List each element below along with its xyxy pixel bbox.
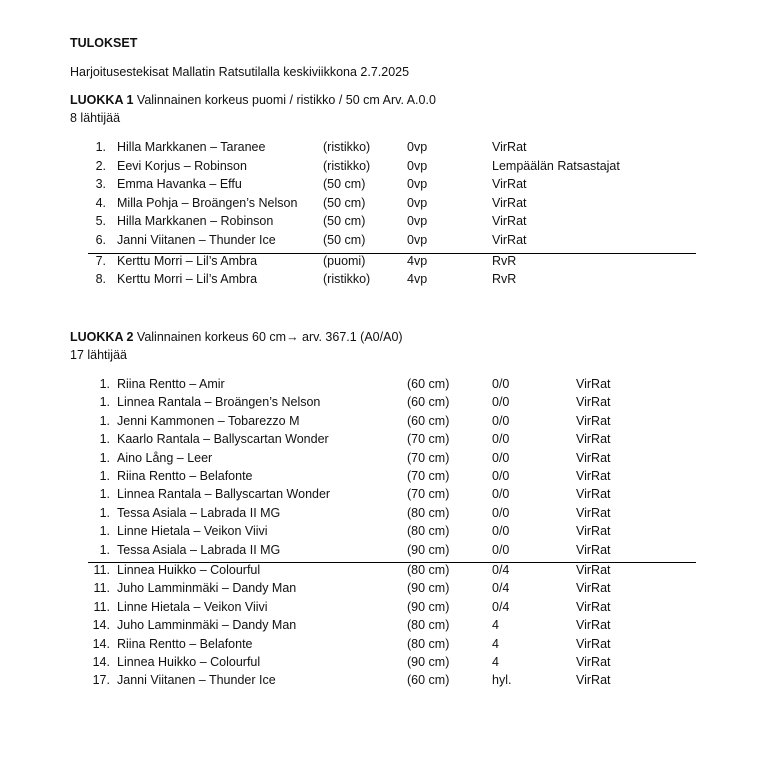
result-row [0, 451, 760, 469]
rider-horse: Janni Viitanen – Thunder Ice [117, 233, 276, 247]
rider-horse: Kerttu Morri – Lil’s Ambra [117, 272, 258, 287]
separator-line [88, 562, 696, 563]
result-row [0, 618, 760, 636]
result: 0/4 [492, 563, 510, 577]
result-row [0, 254, 760, 272]
placement: 4. [95, 195, 106, 210]
height: (90 cm) [407, 542, 450, 557]
result-row [0, 395, 760, 413]
result: hyl. [492, 673, 512, 688]
rider-horse: Riina Rentto – Belafonte [117, 636, 253, 651]
result: 0/4 [492, 599, 510, 614]
club: VirRat [576, 395, 611, 410]
placement: 1. [99, 524, 110, 539]
result: 0vp [407, 177, 428, 192]
result-row [0, 563, 760, 581]
placement: 7. [95, 253, 106, 268]
placement: 2. [95, 158, 106, 173]
result-row [0, 159, 760, 177]
placement: 11. [93, 581, 110, 596]
rider-horse: Linnea Huikko – Colourful [117, 563, 261, 577]
result-row [0, 414, 760, 432]
result: 0/0 [492, 487, 510, 502]
club: RvR [492, 272, 517, 287]
placement: 1. [95, 140, 106, 154]
rider-horse: Milla Pohja – Broängen’s Nelson [117, 195, 298, 210]
height: (80 cm) [407, 636, 450, 651]
rider-horse: Riina Rentto – Amir [117, 377, 225, 391]
result: 0vp [407, 214, 428, 229]
placement: 1. [99, 377, 110, 391]
height: (70 cm) [407, 450, 450, 465]
club: RvR [492, 253, 517, 268]
height: (50 cm) [323, 233, 366, 247]
rider-horse: Janni Viitanen – Thunder Ice [117, 673, 276, 688]
rider-horse: Eevi Korjus – Robinson [117, 158, 247, 173]
club: VirRat [576, 673, 611, 688]
height: (60 cm) [407, 395, 450, 410]
result-row [0, 233, 760, 251]
club: VirRat [492, 140, 527, 154]
placement: 11. [93, 599, 110, 614]
height: (50 cm) [323, 214, 366, 229]
page-title: TULOKSET [70, 36, 138, 50]
height: (70 cm) [407, 432, 450, 447]
result-row [0, 600, 760, 618]
placement: 11. [93, 563, 110, 577]
club: VirRat [492, 214, 527, 229]
result: 0vp [407, 140, 428, 154]
rider-horse: Emma Havanka – Effu [117, 177, 242, 192]
result-row [0, 524, 760, 542]
class2-description: Valinnainen korkeus 60 cm→ arv. 367.1 (A0/A0) [133, 330, 403, 344]
result: 0/0 [492, 524, 510, 539]
rider-horse: Hilla Markkanen – Taranee [117, 140, 266, 154]
class2-label: LUOKKA 2 [70, 330, 134, 344]
result-row [0, 543, 760, 561]
height: (70 cm) [407, 469, 450, 483]
height: (60 cm) [407, 377, 450, 391]
result-row [0, 272, 760, 290]
result: 4 [492, 618, 499, 633]
result: 0/0 [492, 432, 510, 447]
class1-starters: 8 lähtijää [70, 111, 121, 125]
club: VirRat [576, 505, 611, 520]
class1-heading [70, 93, 436, 107]
rider-horse: Juho Lamminmäki – Dandy Man [117, 581, 297, 596]
height: (ristikko) [323, 140, 371, 154]
height: (ristikko) [323, 158, 371, 173]
result: 0vp [407, 158, 428, 173]
placement: 1. [99, 487, 110, 502]
result-row [0, 177, 760, 195]
height: (60 cm) [407, 413, 450, 428]
result: 4 [492, 655, 499, 669]
rider-horse: Tessa Asiala – Labrada II MG [117, 542, 281, 557]
height: (ristikko) [323, 272, 371, 287]
height: (90 cm) [407, 599, 450, 614]
placement: 1. [99, 450, 110, 465]
club: VirRat [576, 413, 611, 428]
rider-horse: Linnea Rantala – Broängen’s Nelson [117, 395, 321, 410]
result: 0/0 [492, 469, 510, 483]
height: (puomi) [323, 253, 366, 268]
rider-horse: Hilla Markkanen – Robinson [117, 214, 274, 229]
rider-horse: Aino Lång – Leer [117, 450, 213, 465]
rider-horse: Riina Rentto – Belafonte [117, 469, 253, 483]
rider-horse: Kerttu Morri – Lil’s Ambra [117, 253, 258, 268]
club: VirRat [576, 377, 611, 391]
rider-horse: Juho Lamminmäki – Dandy Man [117, 618, 297, 633]
placement: 1. [99, 542, 110, 557]
height: (80 cm) [407, 563, 450, 577]
club: VirRat [576, 599, 611, 614]
placement: 1. [99, 395, 110, 410]
event-subtitle: Harjoitusestekisat Mallatin Ratsutilalla keskiviikkona 2.7.2025 [70, 65, 410, 79]
result: 0vp [407, 195, 428, 210]
placement: 14. [92, 618, 110, 633]
club: VirRat [576, 432, 611, 447]
rider-horse: Linne Hietala – Veikon Viivi [117, 524, 268, 539]
placement: 17. [92, 673, 110, 688]
height: (90 cm) [407, 581, 450, 596]
height: (80 cm) [407, 618, 450, 633]
club: VirRat [576, 469, 611, 483]
result: 0/4 [492, 581, 510, 596]
result: 0vp [407, 233, 428, 247]
rider-horse: Kaarlo Rantala – Ballyscartan Wonder [117, 432, 329, 447]
club: VirRat [492, 195, 527, 210]
result-row [0, 581, 760, 599]
result: 4vp [407, 253, 428, 268]
rider-horse: Jenni Kammonen – Tobarezzo M [117, 413, 300, 428]
separator-line [88, 253, 696, 254]
result: 0/0 [492, 395, 510, 410]
rider-horse: Tessa Asiala – Labrada II MG [117, 505, 281, 520]
height: (70 cm) [407, 487, 450, 502]
result: 0/0 [492, 377, 510, 391]
placement: 8. [95, 272, 106, 287]
result: 0/0 [492, 413, 510, 428]
club: VirRat [576, 655, 611, 669]
club: VirRat [492, 233, 527, 247]
result: 0/0 [492, 542, 510, 557]
placement: 1. [99, 413, 110, 428]
result-row [0, 140, 760, 158]
result-row [0, 377, 760, 395]
club: VirRat [492, 177, 527, 192]
height: (80 cm) [407, 505, 450, 520]
height: (90 cm) [407, 655, 450, 669]
class1-label: LUOKKA 1 [70, 93, 134, 107]
height: (80 cm) [407, 524, 450, 539]
placement: 6. [95, 233, 106, 247]
result: 4vp [407, 272, 428, 287]
placement: 1. [99, 505, 110, 520]
rider-horse: Linne Hietala – Veikon Viivi [117, 599, 268, 614]
placement: 1. [99, 469, 110, 483]
club: VirRat [576, 542, 611, 557]
class2-starters: 17 lähtijää [70, 348, 127, 362]
club: Lempäälän Ratsastajat [492, 158, 620, 173]
result: 0/0 [492, 505, 510, 520]
club: VirRat [576, 524, 611, 539]
placement: 14. [92, 655, 110, 669]
rider-horse: Linnea Rantala – Ballyscartan Wonder [117, 487, 331, 502]
result-row [0, 637, 760, 655]
placement: 14. [92, 636, 110, 651]
result: 4 [492, 636, 499, 651]
result-row [0, 655, 760, 673]
result-row [0, 506, 760, 524]
rider-horse: Linnea Huikko – Colourful [117, 655, 261, 669]
result-row [0, 469, 760, 487]
class1-description: Valinnainen korkeus puomi / ristikko / 50 cm Arv. A.0.0 [133, 93, 436, 107]
club: VirRat [576, 618, 611, 633]
placement: 3. [95, 177, 106, 192]
height: (50 cm) [323, 177, 366, 192]
club: VirRat [576, 487, 611, 502]
result-row [0, 487, 760, 505]
result-row [0, 196, 760, 214]
result-row [0, 673, 760, 691]
club: VirRat [576, 581, 611, 596]
club: VirRat [576, 563, 611, 577]
placement: 5. [95, 214, 106, 229]
placement: 1. [99, 432, 110, 447]
class2-heading [70, 330, 403, 344]
club: VirRat [576, 450, 611, 465]
result: 0/0 [492, 450, 510, 465]
club: VirRat [576, 636, 611, 651]
result-row [0, 432, 760, 450]
result-row [0, 214, 760, 232]
height: (50 cm) [323, 195, 366, 210]
height: (60 cm) [407, 673, 450, 688]
